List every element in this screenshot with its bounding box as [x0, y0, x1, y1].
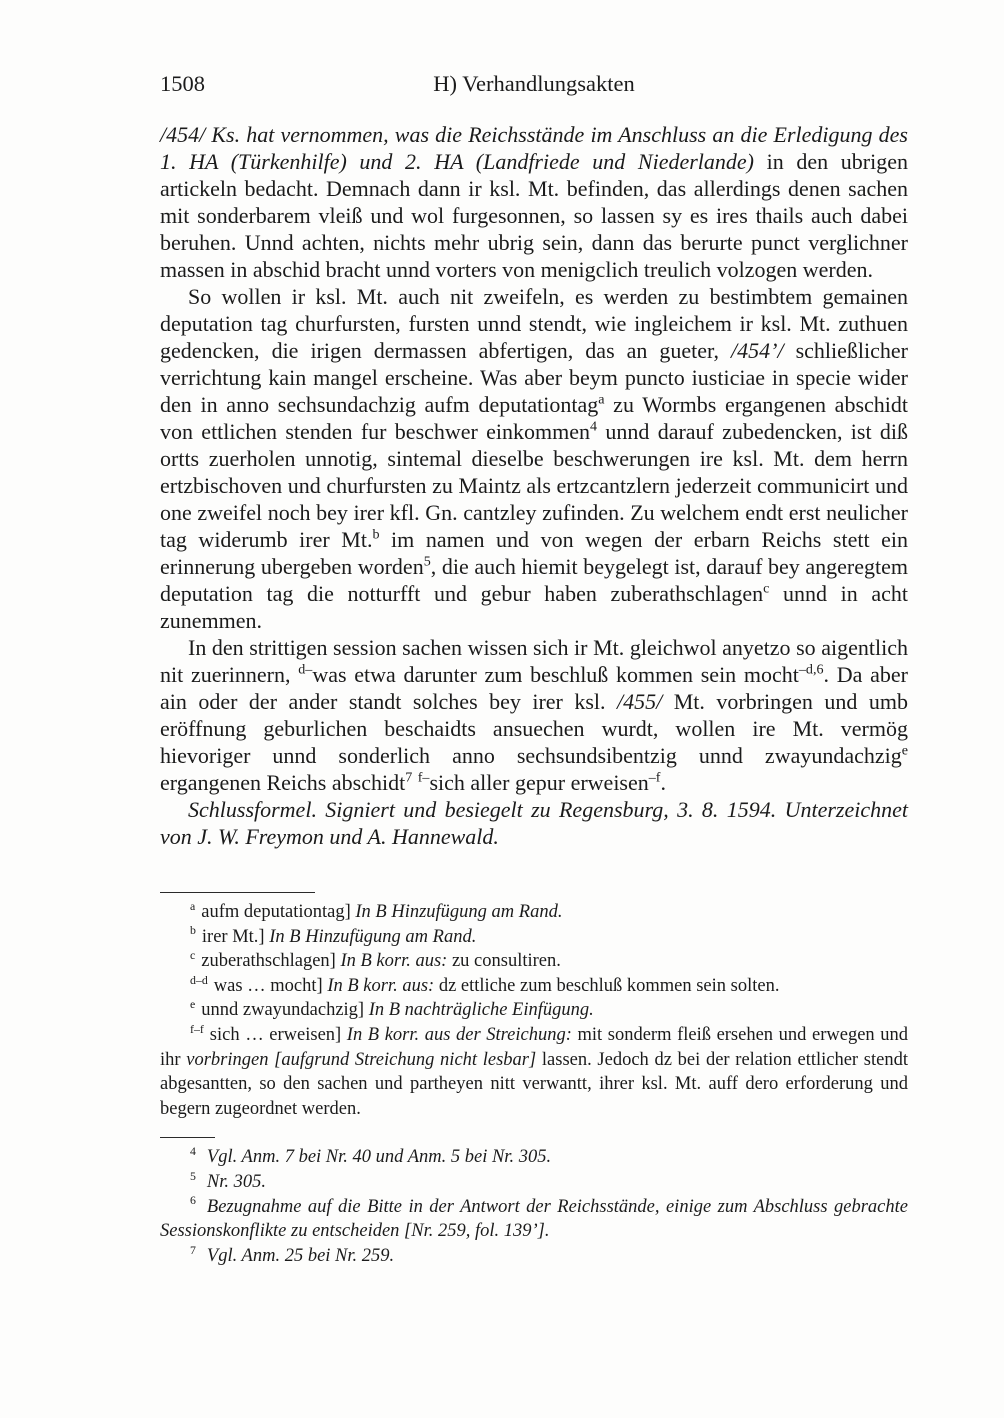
text-segment: Schlussformel. Signiert und besiegelt zu Regensburg, 3. 8. 1594. Unterzeichnet von J. W. Freymon und A. Hannewald. — [160, 797, 908, 849]
footnote-5 — [160, 1170, 908, 1195]
footnote-d — [160, 974, 908, 999]
text-segment: im namen und von wegen der erbarn Reichs stett ein erinnerung ubergeben worden — [160, 527, 908, 579]
superscript-ref: 5 — [423, 553, 431, 570]
superscript-ref: a — [598, 391, 605, 408]
text-segment: . — [660, 770, 666, 795]
footnote-text — [207, 1147, 551, 1167]
superscript-ref: –f — [648, 769, 661, 786]
footnotes-section — [160, 892, 908, 1268]
text-segment: zu consultiren. — [447, 951, 561, 972]
footnote-marker: 7 — [190, 1242, 196, 1257]
footnote-marker: 5 — [190, 1168, 196, 1183]
main-text — [160, 121, 908, 850]
text-segment: schließlicher verrichtung kain mangel erscheine. Was aber beym puncto iusticiae in specie wider den in anno sechsundachzig aufm deputationtag — [160, 338, 908, 417]
text-segment: unnd in acht zunemmen. — [160, 581, 908, 633]
footnote-marker: d–d — [190, 972, 208, 987]
text-segment: dz ettliche zum beschluß kommen sein solten. — [434, 975, 780, 996]
text-segment: zuberathschlagen] — [201, 951, 341, 972]
superscript-ref: 4 — [590, 418, 598, 435]
paragraph-session — [160, 634, 908, 796]
footnote-text — [160, 1025, 908, 1119]
footnote-marker: b — [190, 923, 196, 938]
text-segment: irer Mt.] — [201, 926, 270, 947]
footnote-text — [201, 1000, 594, 1020]
superscript-ref: f– — [417, 769, 430, 786]
footnote-text — [214, 976, 780, 996]
text-segment: In B korr. aus der Streichung: — [346, 1024, 572, 1045]
text-segment: Mt. vorbringen und umb eröffnung geburlichen beschaidts ansuechen wurdt, wollen ire Mt. vermög hievoriger unnd sonderlich anno sechsundsibentzig unnd zwayundachzig — [160, 689, 908, 768]
text-segment: . Da aber ain oder der ander standt solches bey irer ksl. — [160, 662, 908, 714]
footnote-4 — [160, 1145, 908, 1170]
text-segment: Vgl. Anm. 7 bei Nr. 40 und Anm. 5 bei Nr. 305. — [206, 1147, 552, 1168]
text-segment: unnd zwayundachzig] — [201, 1000, 369, 1021]
running-title: H) Verhandlungsakten — [433, 71, 635, 96]
text-segment: , die auch hiemit beygelegt ist, darauf bey angeregtem deputation tag die notturfft und gebur haben zuberathschlagen — [160, 554, 909, 606]
footnote-6 — [160, 1195, 908, 1244]
footnote-text — [207, 1246, 394, 1266]
text-segment: sich … erweisen] — [209, 1024, 347, 1045]
footnote-text — [202, 927, 476, 947]
text-segment: aufm deputationtag] — [201, 902, 356, 922]
page-number: 1508 — [160, 71, 205, 96]
text-segment: In B Hinzufügung am Rand. — [269, 926, 477, 947]
text-segment: was etwa darunter zum beschluß kommen sein mocht — [312, 662, 799, 687]
text-segment: In B nachträgliche Einfügung. — [368, 1000, 594, 1021]
text-segment: /454/ Ks. hat vernommen, was die Reichsstände im Anschluss an die Erledigung des 1. HA (Türkenhilfe) und 2. HA (Landfriede und Niederlande) — [160, 122, 908, 174]
paragraph-deputation — [160, 283, 908, 634]
footnote-separator-lettered — [160, 892, 315, 893]
footnote-e — [160, 998, 908, 1023]
paragraph-opening — [160, 121, 908, 283]
superscript-ref: c — [763, 580, 770, 597]
footnote-f — [160, 1023, 908, 1121]
text-segment: was … mocht] — [213, 975, 328, 996]
text-segment: ergangenen Reichs abschidt — [160, 770, 406, 795]
text-segment: vorbringen [aufgrund Streichung nicht lesbar] — [186, 1049, 537, 1070]
text-segment: Nr. 305. — [206, 1171, 267, 1192]
superscript-ref: e — [901, 742, 908, 759]
text-segment: /455/ — [617, 689, 663, 714]
text-segment: So wollen ir ksl. Mt. auch nit zweifeln, es werden zu bestimbtem gemainen deputation tag churfursten, fursten unnd stendt, wie ingleichem ir ksl. Mt. zuthuen gedencken, die irigen dermassen abfertigen, das an gueter, — [160, 284, 908, 363]
footnote-marker: c — [190, 948, 196, 963]
superscript-ref: d– — [298, 661, 313, 678]
superscript-ref: b — [372, 526, 380, 543]
text-segment: In B korr. aus: — [327, 975, 435, 996]
text-segment: lassen. Jedoch dz bei der relation ettlicher stendt abgesantten, so den sachen und partheyen nitt verwantt, ihrer ksl. Mt. auff dero erforderung und begern zugeordnet werden. — [160, 1049, 908, 1119]
text-segment: in den ubrigen artickeln bedacht. Demnach dann ir ksl. Mt. befinden, das allerdings denen sachen mit sonderbarem vleiß und wol furgesonnen, so lassen sy es ires thails auch dabei beruhen. Unnd achten, nichts mehr ubrig sein, dann das berurte punct verglichner massen in abschid bracht unnd vorters von menigclich treulich volzogen werden. — [160, 149, 908, 282]
page-header — [160, 70, 908, 100]
footnote-marker: 4 — [190, 1144, 196, 1159]
text-segment: In B Hinzufügung am Rand. — [355, 902, 563, 922]
text-segment: In den strittigen session sachen wissen sich ir Mt. gleichwol anyetzo so aigentlich nit zuerinnern, — [160, 635, 908, 687]
text-segment: zu Wormbs ergangenen abschidt von ettlichen stenden fur beschwer einkommen — [160, 392, 908, 444]
footnote-text — [160, 1197, 908, 1242]
footnote-a — [160, 900, 908, 925]
text-segment: sich aller gepur erweisen — [429, 770, 649, 795]
footnote-c — [160, 949, 908, 974]
paragraph-schlussformel — [160, 796, 908, 850]
text-segment: /454’/ — [731, 338, 784, 363]
footnote-marker: f–f — [190, 1021, 204, 1036]
superscript-ref: –d,6 — [798, 661, 824, 678]
superscript-ref: 7 — [405, 769, 413, 786]
footnote-marker: a — [190, 898, 196, 913]
footnote-marker: 6 — [190, 1193, 196, 1208]
text-segment: Vgl. Anm. 25 bei Nr. 259. — [206, 1245, 395, 1266]
footnote-text — [201, 951, 561, 971]
text-segment: unnd darauf zubedencken, ist diß ortts zuerholen unnotig, sintemal dieselbe beschwerungen ire ksl. Mt. dem herrn ertzbischoven und churfursten zu Maintz als ertzcantzlern jederzeit communicirt und one zweifel noch bey irer kfl. Gn. cantzley zufinden. Zu welchem endt erst neulicher tag widerumb irer Mt. — [160, 419, 908, 552]
footnote-text — [207, 1172, 266, 1192]
text-segment: mit sonderm fleiß ersehen und erwegen und ihr — [160, 1024, 908, 1070]
text-segment: In B korr. aus: — [340, 951, 448, 972]
footnote-7 — [160, 1244, 908, 1269]
footnote-separator-numbered — [160, 1137, 215, 1138]
footnote-text — [201, 902, 562, 922]
text-segment: Bezugnahme auf die Bitte in der Antwort der Reichsstände, einige zum Abschluss gebrachte Sessionskonflikte zu entscheiden [Nr. 259, fol. 139’]. — [160, 1196, 908, 1242]
footnote-b — [160, 925, 908, 950]
footnote-marker: e — [190, 997, 196, 1012]
